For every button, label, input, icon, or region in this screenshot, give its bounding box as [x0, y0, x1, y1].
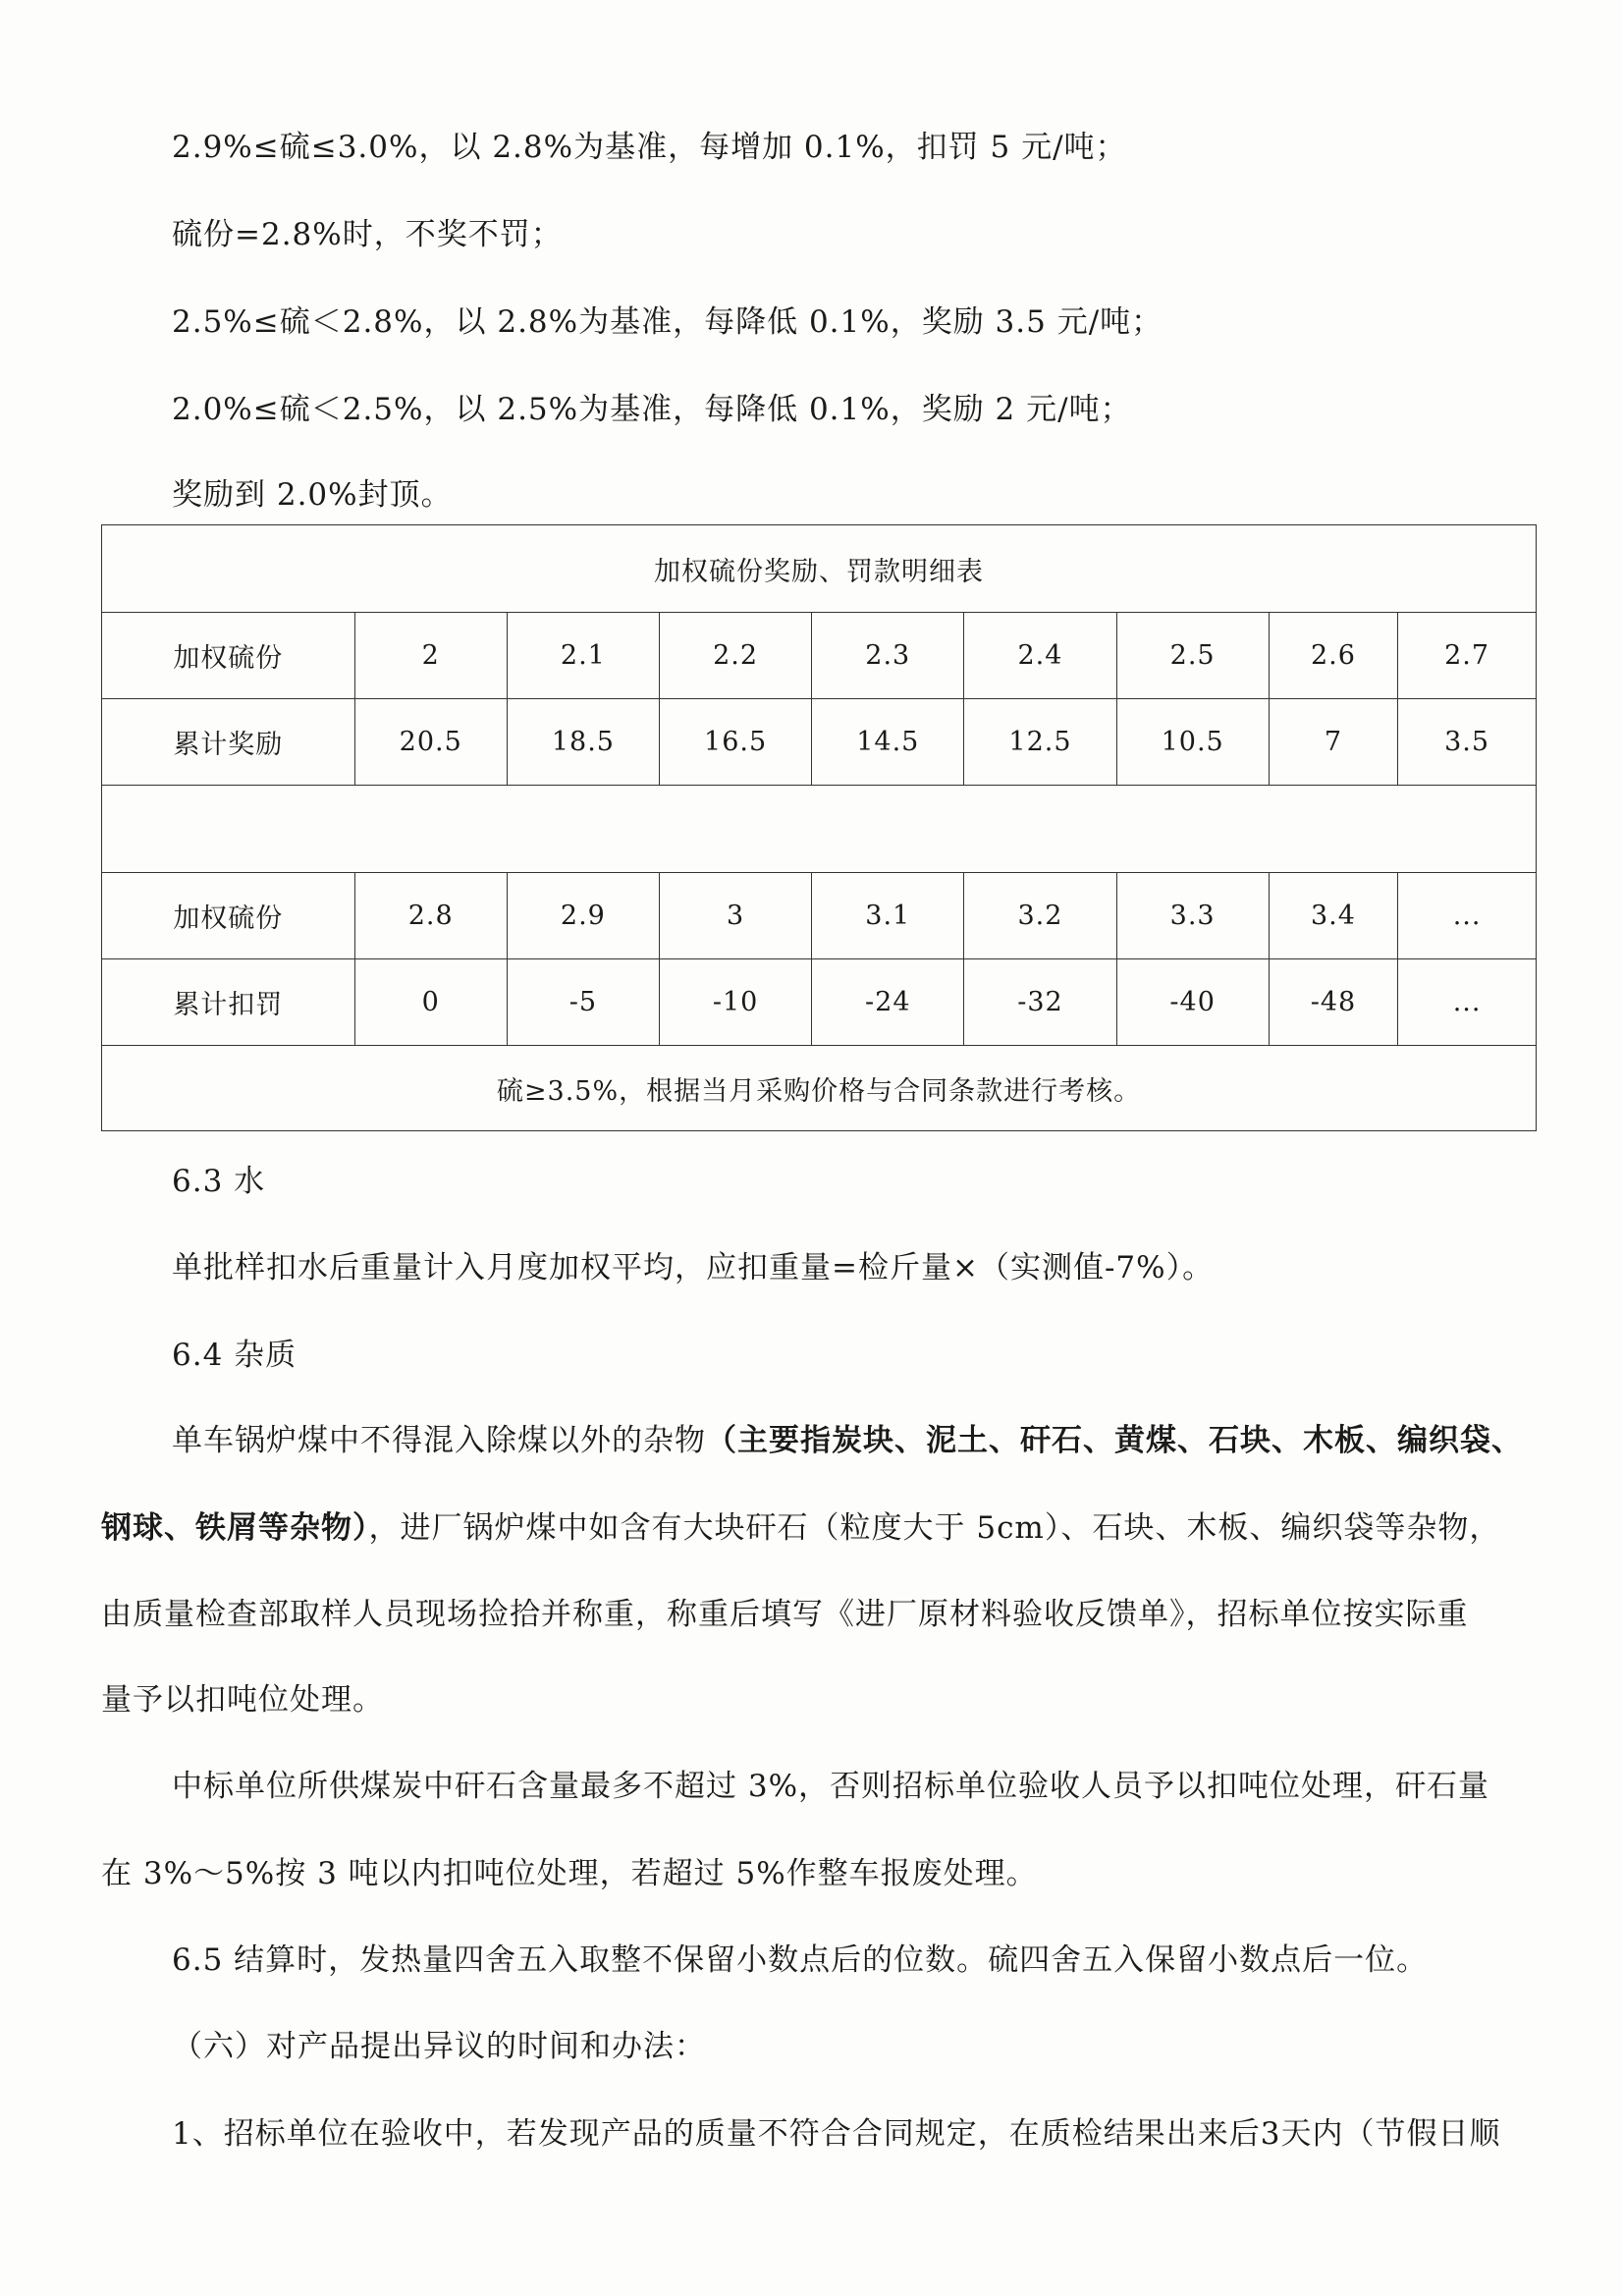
row-header: 加权硫份 [102, 873, 355, 959]
table-cell: 2.5 [1116, 613, 1269, 699]
table-cell: 2.3 [812, 613, 964, 699]
table-note: 硫≥3.5%，根据当月采购价格与合同条款进行考核。 [102, 1046, 1537, 1131]
rule-line-1: 2.9%≤硫≤3.0%，以 2.8%为基准，每增加 0.1%，扣罚 5 元/吨； [172, 130, 1127, 165]
gangue-paragraph-line-1: 中标单位所供煤炭中矸石含量最多不超过 3%，否则招标单位验收人员予以扣吨位处理，矸石量 [172, 1769, 1490, 1804]
table-cell: 3.1 [812, 873, 964, 959]
impurity-paragraph-line-4: 量予以扣吨位处理。 [101, 1682, 384, 1718]
table-cell: ... [1398, 873, 1537, 959]
table-cell: 2 [354, 613, 507, 699]
table-row-penalty-amount [102, 959, 1537, 1046]
table-cell: -40 [1116, 959, 1269, 1046]
row-header: 加权硫份 [102, 613, 355, 699]
table-spacer-row [102, 786, 1537, 873]
table-cell: 2.8 [354, 873, 507, 959]
table-cell: 3 [660, 873, 812, 959]
table-cell: 3.5 [1398, 699, 1537, 786]
table-cell: -32 [964, 959, 1116, 1046]
impurity-text: 单车锅炉煤中不得混入除煤以外的杂物 [172, 1423, 706, 1458]
table-row-reward-amount [102, 699, 1537, 786]
table-cell: 2.2 [660, 613, 812, 699]
impurity-text-cont: ，进厂锅炉煤中如含有大块矸石（粒度大于 5cm）、石块、木板、编织袋等杂物， [368, 1510, 1501, 1546]
table-cell: 3.2 [964, 873, 1116, 959]
table-cell: -24 [812, 959, 964, 1046]
row-header: 累计奖励 [102, 699, 355, 786]
table-cell: -5 [507, 959, 659, 1046]
sulfur-reward-penalty-table [101, 524, 1537, 1131]
impurity-list-bold-cont: 钢球、铁屑等杂物） [101, 1510, 369, 1546]
table-cell: 7 [1269, 699, 1397, 786]
table-cell: 12.5 [964, 699, 1116, 786]
table-cell: 10.5 [1116, 699, 1269, 786]
table-cell: 2.6 [1269, 613, 1397, 699]
row-header: 累计扣罚 [102, 959, 355, 1046]
gangue-paragraph-line-2: 在 3%～5%按 3 吨以内扣吨位处理，若超过 5%作整车报废处理。 [101, 1856, 1038, 1891]
table-cell: 3.3 [1116, 873, 1269, 959]
table-cell: -48 [1269, 959, 1397, 1046]
table-cell: 3.4 [1269, 873, 1397, 959]
table-cell: 2.7 [1398, 613, 1537, 699]
objection-heading: （六）对产品提出异议的时间和办法： [172, 2029, 706, 2064]
table-cell: 20.5 [354, 699, 507, 786]
table-cell: ... [1398, 959, 1537, 1046]
impurity-paragraph-line-3: 由质量检查部取样人员现场捡拾并称重，称重后填写《进厂原材料验收反馈单》，招标单位按实际重 [101, 1597, 1469, 1632]
table-row-reward-sulfur [102, 613, 1537, 699]
impurity-list-bold: （主要指炭块、泥土、矸石、黄煤、石块、木板、编织袋、 [706, 1423, 1523, 1458]
impurity-paragraph-line-2 [101, 1503, 1500, 1547]
objection-item-1: 1、招标单位在验收中，若发现产品的质量不符合合同规定，在质检结果出来后3天内（节假日顺 [172, 2116, 1501, 2152]
rule-line-2: 硫份=2.8%时，不奖不罚； [172, 217, 563, 252]
table-cell: 16.5 [660, 699, 812, 786]
table-cell: 14.5 [812, 699, 964, 786]
settlement-paragraph: 6.5 结算时，发热量四舍五入取整不保留小数点后的位数。硫四舍五入保留小数点后一位。 [172, 1942, 1429, 1978]
section-heading-water: 6.3 水 [172, 1164, 266, 1199]
table-row-penalty-sulfur [102, 873, 1537, 959]
table-cell: 2.4 [964, 613, 1116, 699]
section-heading-impurity: 6.4 杂质 [172, 1338, 298, 1373]
table-cell: 18.5 [507, 699, 659, 786]
table-cell: -10 [660, 959, 812, 1046]
table-cell: 0 [354, 959, 507, 1046]
table-title: 加权硫份奖励、罚款明细表 [102, 525, 1537, 613]
impurity-paragraph-line-1 [172, 1415, 1523, 1459]
water-paragraph: 单批样扣水后重量计入月度加权平均，应扣重量=检斤量×（实测值-7%）。 [172, 1250, 1215, 1285]
table-cell: 2.1 [507, 613, 659, 699]
table-cell: 2.9 [507, 873, 659, 959]
rule-line-4: 2.0%≤硫＜2.5%，以 2.5%为基准，每降低 0.1%，奖励 2 元/吨； [172, 392, 1132, 427]
rule-line-5: 奖励到 2.0%封顶。 [172, 477, 453, 513]
rule-line-3: 2.5%≤硫＜2.8%，以 2.8%为基准，每降低 0.1%，奖励 3.5 元/吨； [172, 304, 1163, 340]
